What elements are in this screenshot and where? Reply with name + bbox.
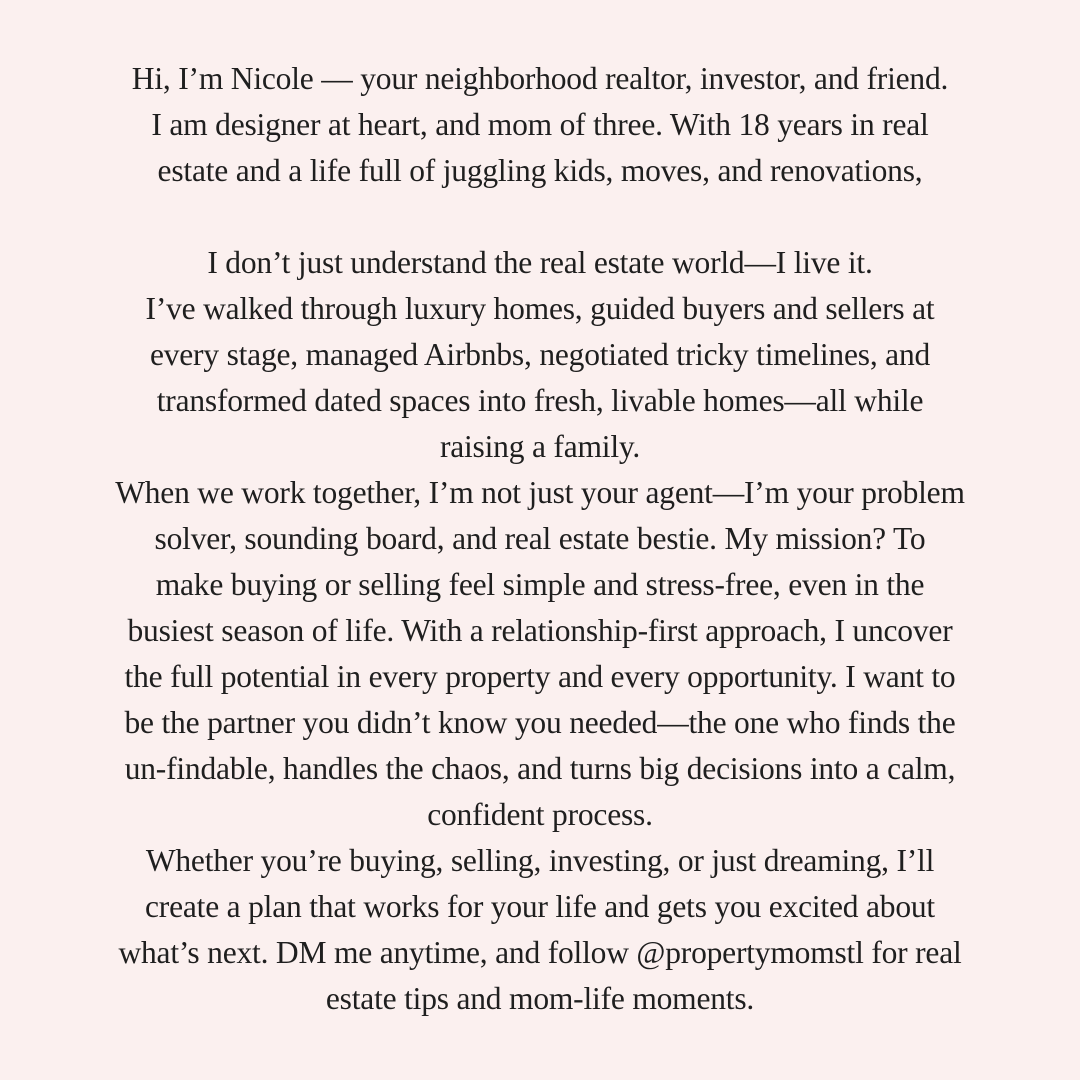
- text-line: transformed dated spaces into fresh, livable homes—all while: [156, 383, 924, 418]
- experience-paragraph: [40, 240, 1040, 470]
- paragraph-gap: [40, 194, 1040, 240]
- text-line: be the partner you didn’t know you needed—the one who finds the: [124, 705, 956, 740]
- text-line: create a plan that works for your life and gets you excited about: [145, 889, 935, 924]
- text-line: the full potential in every property and every opportunity. I want to: [124, 659, 956, 694]
- text-line: Whether you’re buying, selling, investing, or just dreaming, I’ll: [145, 843, 935, 878]
- mission-paragraph: [40, 470, 1040, 838]
- text-line: busiest season of life. With a relationship-first approach, I uncover: [127, 613, 953, 648]
- text-line: every stage, managed Airbnbs, negotiated tricky timelines, and: [149, 337, 931, 372]
- text-line: make buying or selling feel simple and stress-free, even in the: [155, 567, 925, 602]
- text-line: raising a family.: [439, 429, 641, 464]
- text-line: estate tips and mom-life moments.: [325, 981, 755, 1016]
- text-line: solver, sounding board, and real estate bestie. My mission? To: [154, 521, 926, 556]
- text-line: When we work together, I’m not just your agent—I’m your problem: [115, 475, 965, 510]
- text-line: estate and a life full of juggling kids, moves, and renovations,: [157, 153, 923, 188]
- text-line: I am designer at heart, and mom of three. With 18 years in real: [151, 107, 929, 142]
- text-line: I’ve walked through luxury homes, guided buyers and sellers at: [145, 291, 935, 326]
- text-line: I don’t just understand the real estate world—I live it.: [207, 245, 873, 280]
- text-line: un-findable, handles the chaos, and turns big decisions into a calm,: [124, 751, 956, 786]
- intro-paragraph: [40, 56, 1040, 194]
- text-line: what’s next. DM me anytime, and follow @propertymomstl for real: [118, 935, 962, 970]
- closing-paragraph: [40, 838, 1040, 1022]
- text-line: confident process.: [427, 797, 653, 832]
- text-line: Hi, I’m Nicole — your neighborhood realtor, investor, and friend.: [131, 61, 949, 96]
